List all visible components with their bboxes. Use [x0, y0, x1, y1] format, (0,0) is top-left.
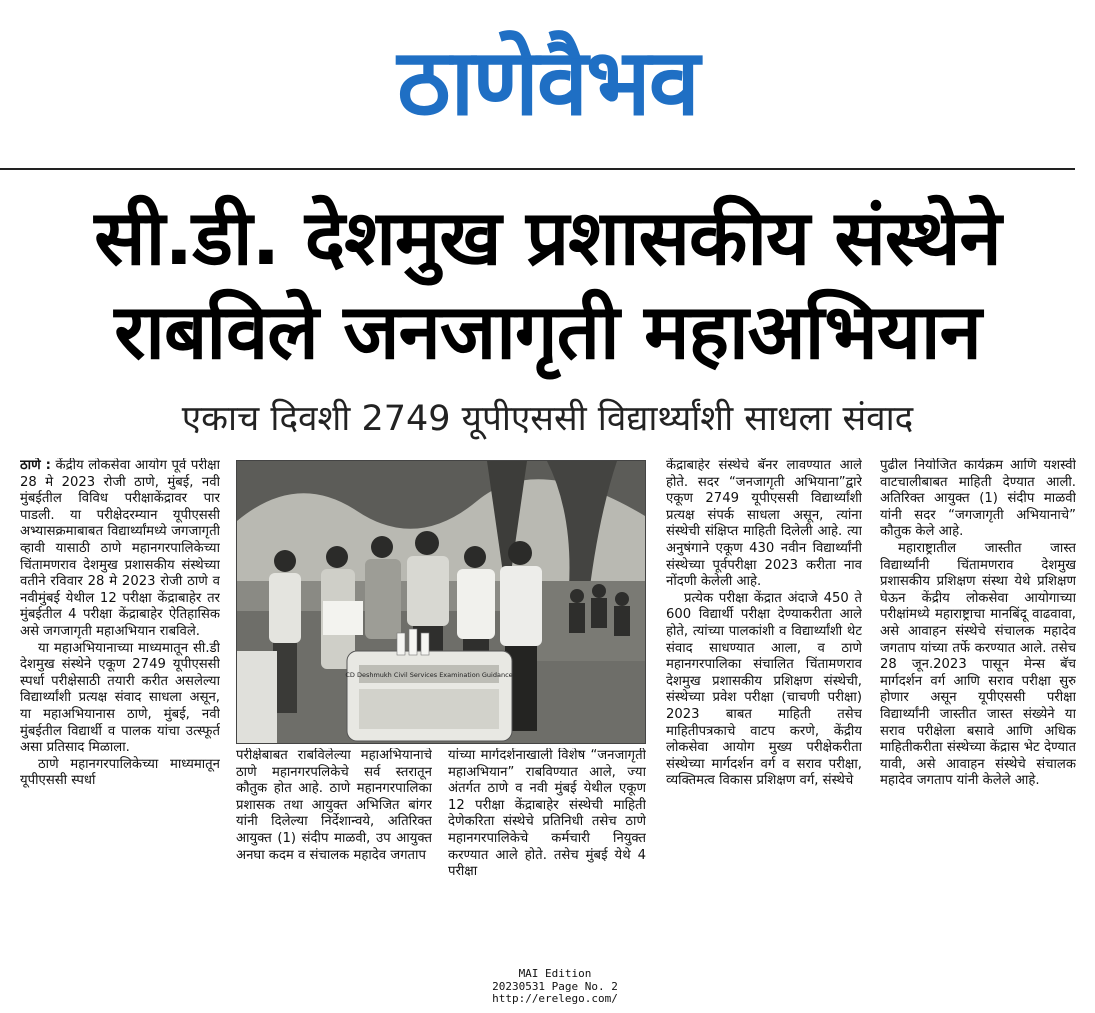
article-column-1 — [20, 458, 220, 968]
masthead-divider — [0, 168, 1075, 170]
article-column-4 — [666, 458, 862, 968]
article-paragraph: महाराष्ट्रातील जास्तीत जास्त विद्यार्थ्यांनी चिंतामणराव देशमुख प्रशासकीय प्रशिक्षण संस्था येथे प्रशिक्षण घेऊन केंद्रीय लोकसेवा आयोगाच्या परीक्षांमध्ये महाराष्ट्राचा मानबिंदू वाढवावा, असे आवाहन संस्थेचे संचालक महादेव जगताप यांच्या तर्फे करण्यात आले. तसेच 28 जून.2023 पासून मेन्स बॅच मार्गदर्शन वर्ग आणि सराव परीक्षा सुरु होणार असून यूपीएससी परीक्षा विद्यार्थ्यांनी जास्तीत जास्त संख्येने या सराव परीक्षेला बसावे आणि अधिक माहितीकरीता संस्थेच्या केंद्रास भेट देण्यात यावी, असे आवाहन संस्थेचे संचालक महादेव जगताप यांनी केलेले आहे. — [880, 540, 1076, 789]
edition-date-page: 20230531 Page No. 2 — [492, 979, 618, 993]
edition-footer — [420, 968, 690, 1006]
masthead-title: ठाणेवैभव — [397, 29, 698, 136]
article-paragraph: प्रत्येक परीक्षा केंद्रात अंदाजे 450 ते 600 विद्यार्थी परीक्षा देण्याकरीता आले होते, त्यांच्या पालकांशी व विद्यार्थ्यांशी थेट संवाद साधण्यात आला, व ठाणे महानगरपालिका संचालित चिंतामणराव देशमुख प्रशासकीय प्रशिक्षण संस्थेची, संस्थेच्या प्रवेश परीक्षा (चाचणी परीक्षा) 2023 बाबत माहिती तसेच माहितीपत्रकाचे वाटप करणे, केंद्रीय लोकसेवा आयोग मुख्य परीक्षेकरीता संस्थेच्या मार्गदर्शन वर्ग व सराव परीक्षा, व्यक्तिमत्व विकास प्रशिक्षण वर्ग, संस्थेचे — [666, 590, 862, 789]
edition-url[interactable]: http://erelego.com/ — [492, 992, 618, 1005]
article-paragraph: पुढील नियोजित कार्यक्रम आणि यशस्वी वाटचालीबाबत माहिती देण्यात आली. अतिरिक्त आयुक्त (1) संदीप माळवी यांनी सदर “जगजागृती अभियानाचे” कौतुक केले आहे. — [880, 458, 1076, 540]
dateline: ठाणे : — [20, 458, 51, 473]
article-paragraph — [20, 458, 220, 641]
article-column-2: परीक्षेबाबत राबविलेल्या महाअभियानाचे ठाणे महानगरपलिकेचे सर्व स्तरातून कौतुक होत आहे. ठाणे महानगरपालिका प्रशासक तथा आयुक्त अभिजित बांगर यांनी दिलेल्या निर्देशान्वये, अतिरिक्त आयुक्त (1) संदीप माळवी, उप आयुक्त अनघा कदम व संचालक महादेव जगताप — [236, 748, 432, 863]
photo-banner-text: CD Deshmukh Civil Services Examination Guidance — [345, 671, 513, 679]
event-photo — [236, 460, 646, 744]
headline-line-2: राबविले जनजागृती महाअभियान — [114, 287, 981, 376]
article-paragraph: या महाअभियानाच्या माध्यमातून सी.डी देशमुख संस्थेने एकूण 2749 यूपीएससी स्पर्धा परीक्षेसाठी तयारी करीत असलेल्या विद्यार्थ्यांशी प्रत्यक्ष संवाद साधला असून, या महाअभियानास ठाणे, मुंबई, नवी मुंबईतील विद्यार्थी व पालक यांचा उत्स्फूर्त असा प्रतिसाद मिळाला. — [20, 640, 220, 756]
masthead — [0, 28, 1095, 148]
paragraph-text: केंद्रीय लोकसेवा आयोग पूर्व परीक्षा 28 मे 2023 रोजी ठाणे, मुंबई, नवी मुंबईतील विविध परीक्षाकेंद्रावर पार पाडली. या परीक्षेदरम्यान यूपीएससी अभ्यासक्रमाबाबत विद्यार्थ्यांमध्ये जगजागृती व्हावी यासाठी ठाणे महानगरपालिकेच्या चिंतामणराव देशमुख प्रशासकीय संस्थेच्या वतीने रविवार 28 मे 2023 रोजी ठाणे व नवीमुंबई येथील 12 परीक्षा केंद्राबाहेर तर मुंबईतील 4 परीक्षा केंद्राबाहेर ऐतिहासिक असे जगजागृती महाअभियान राबविले. — [20, 458, 220, 639]
subheadline: एकाच दिवशी 2749 यूपीएससी विद्यार्थ्यांशी साधला संवाद — [181, 399, 914, 439]
article-paragraph: ठाणे महानगरपालिकेच्या माध्यमातून यूपीएससी स्पर्धा — [20, 756, 220, 789]
article-column-5 — [880, 458, 1076, 968]
headline-line-1: सी.डी. देशमुख प्रशासकीय संस्थेने — [94, 193, 1001, 282]
article-column-3: यांच्या मार्गदर्शनाखाली विशेष “जनजागृती महाअभियान” राबविण्यात आले, ज्या अंतर्गत ठाणे व नवी मुंबई येथील एकूण 12 परीक्षा केंद्राबाहेर संस्थेची माहिती देणेकरिता संस्थेचे प्रतिनिधी तसेच ठाणे महानगरपालिकेचे कर्मचारी नियुक्त करण्यात आले होते. तसेच मुंबई येथे 4 परीक्षा — [448, 748, 646, 880]
article-paragraph: केंद्राबाहेर संस्थेचे बॅनर लावण्यात आले होते. सदर “जनजागृती अभियाना”द्वारे एकूण 2749 यूपीएससी विद्यार्थ्यांशी प्रत्यक्ष संपर्क साधला असून, त्यांना संस्थेची संक्षिप्त माहिती दिलेली आहे. त्या अनुषंगाने एकूण 430 नवीन विद्यार्थ्यांनी संस्थेच्या पूर्वपरीक्षा 2023 करीता नाव नोंदणी केलेली आहे. — [666, 458, 862, 590]
edition-name: MAI Edition — [518, 967, 592, 980]
